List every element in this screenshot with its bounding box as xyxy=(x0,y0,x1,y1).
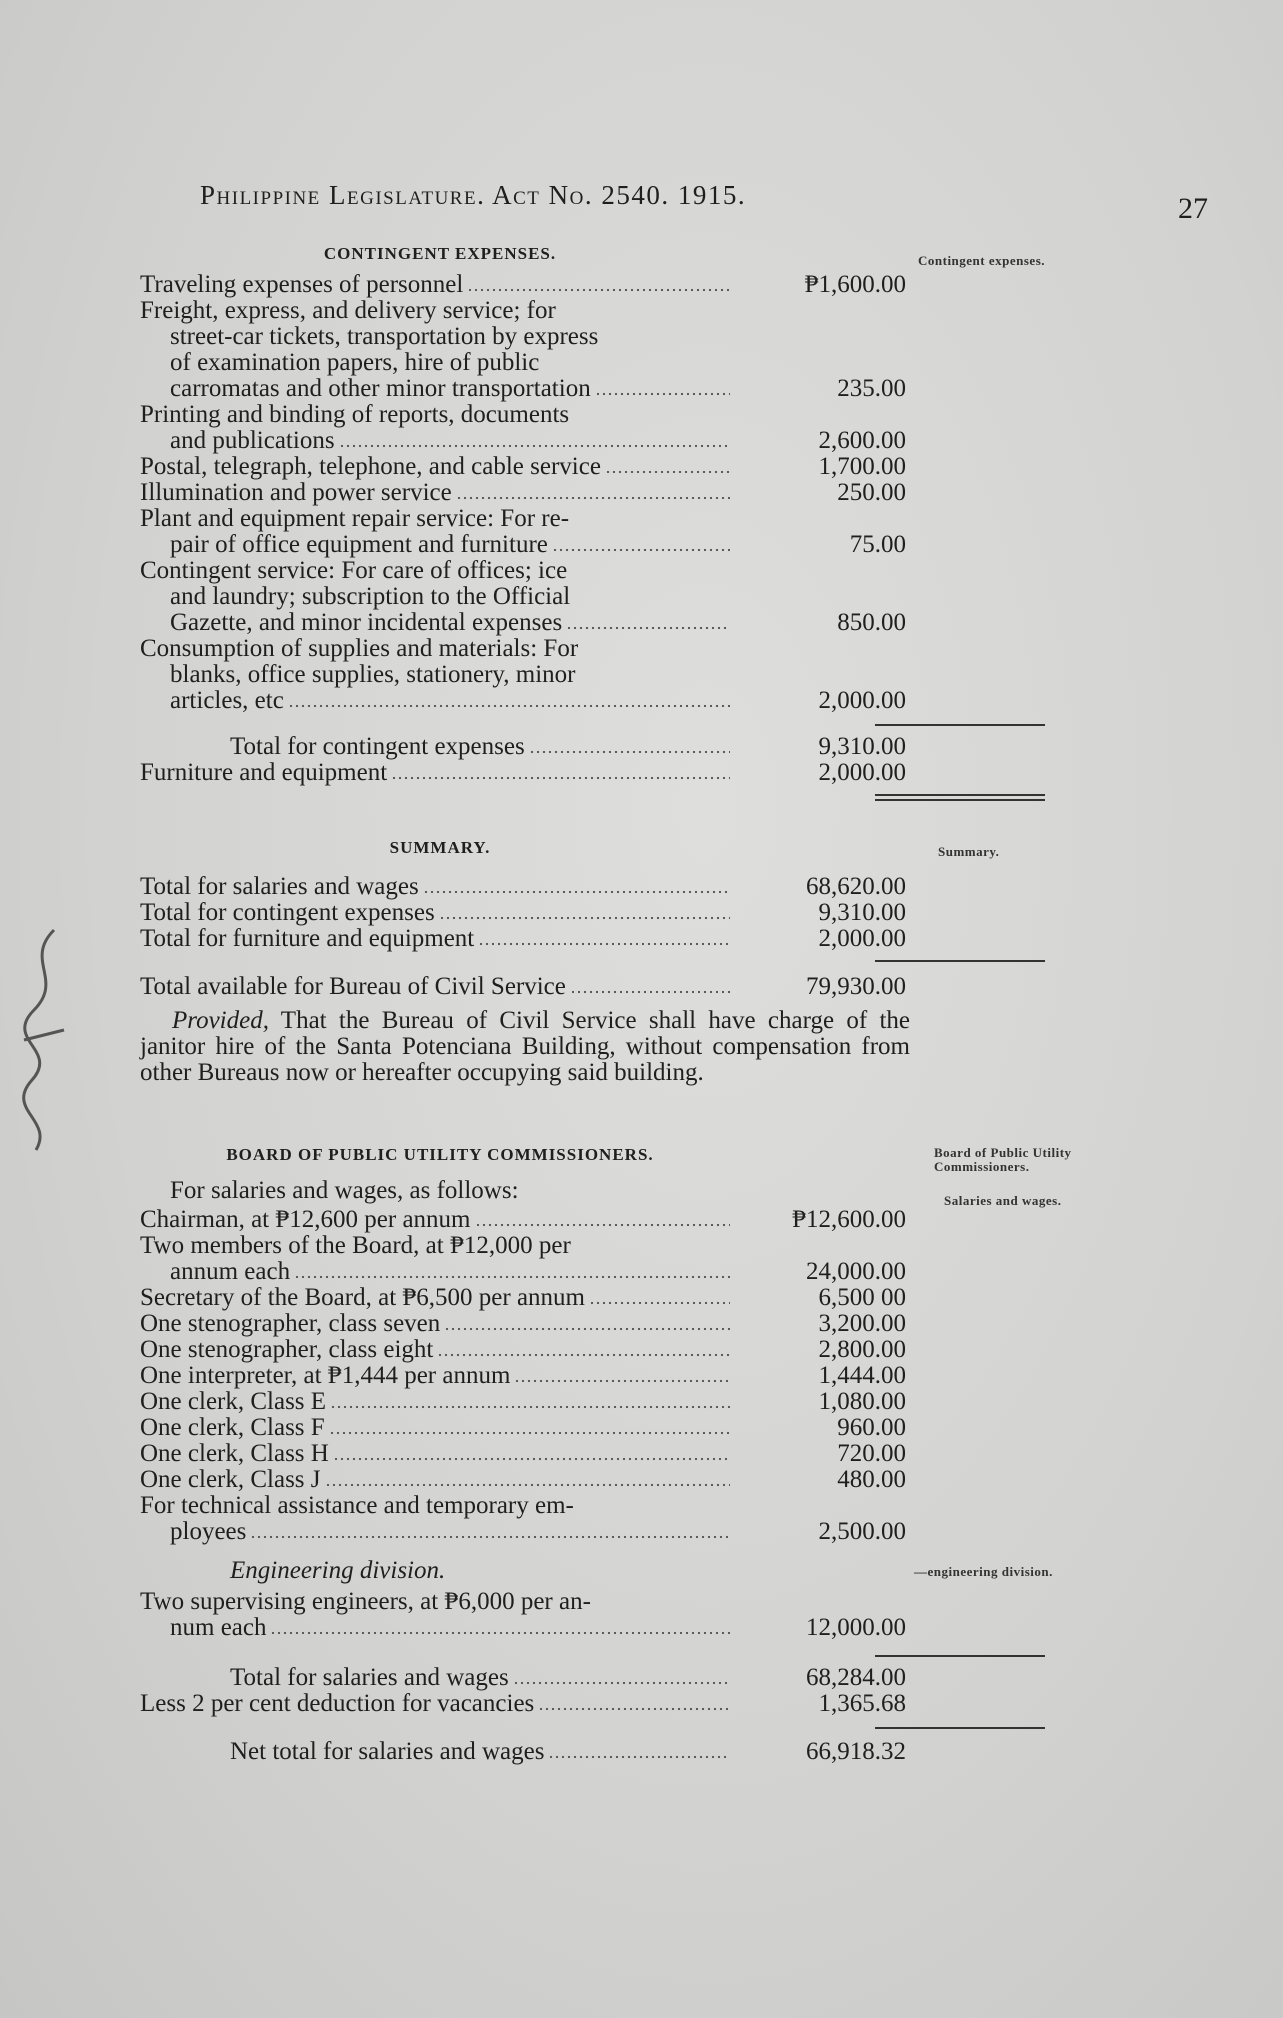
rule xyxy=(875,1655,1045,1657)
contingent-item-row xyxy=(140,558,910,636)
contingent-item-row xyxy=(140,454,910,480)
board-items xyxy=(140,1207,910,1545)
less-label: Less 2 per cent deduction for vacancies xyxy=(140,1690,535,1717)
contingent-total-label: Total for contingent expenses xyxy=(230,733,525,760)
page-number: 27 xyxy=(1178,192,1208,225)
board-item-amount: 1,444.00 xyxy=(818,1362,906,1389)
contingent-item-text: street-car tickets, transportation by express xyxy=(170,323,599,350)
board-total-label: Total for salaries and wages xyxy=(230,1664,509,1691)
contingent-item-amount: 75.00 xyxy=(849,531,906,558)
engineering-items xyxy=(140,1589,910,1641)
board-item-text: Two members of the Board, at ₱12,000 per xyxy=(140,1232,571,1259)
board-total-amount: 68,284.00 xyxy=(806,1664,906,1691)
board-item-amount: 24,000.00 xyxy=(806,1258,906,1285)
board-item-text: One stenographer, class eight xyxy=(140,1336,434,1363)
contingent-item-amount: 2,000.00 xyxy=(818,687,906,714)
summary-item-row xyxy=(140,874,910,900)
summary-item-amount: 68,620.00 xyxy=(806,873,906,900)
summary-item-row xyxy=(140,900,910,926)
board-item-text: For technical assistance and temporary em- xyxy=(140,1492,574,1519)
proviso-paragraph xyxy=(140,1008,910,1086)
handwritten-annotation-icon xyxy=(14,920,74,1160)
board-item-text: One stenographer, class seven xyxy=(140,1310,441,1337)
engineering-item-text: Two supervising engineers, at ₱6,000 per an- xyxy=(140,1588,591,1615)
contingent-total-amount: 9,310.00 xyxy=(818,733,906,760)
contingent-item-amount: 2,600.00 xyxy=(818,427,906,454)
furniture-amount: 2,000.00 xyxy=(818,759,906,786)
board-item-amount: 3,200.00 xyxy=(818,1310,906,1337)
contingent-item-row xyxy=(140,272,910,298)
board-item-row xyxy=(140,1415,910,1441)
contingent-item-row xyxy=(140,298,910,402)
contingent-item-text: Traveling expenses of personnel xyxy=(140,271,464,298)
contingent-item-text: Plant and equipment repair service: For re- xyxy=(140,505,570,532)
board-item-amount: 960.00 xyxy=(837,1414,906,1441)
contingent-items xyxy=(140,272,910,714)
contingent-item-row xyxy=(140,480,910,506)
contingent-item-text: of examination papers, hire of public xyxy=(170,349,540,376)
margin-note-board: Board of Public Utility Commissioners. xyxy=(934,1145,1072,1174)
summary-total-label: Total available for Bureau of Civil Service xyxy=(140,973,566,1000)
board-item-amount: 480.00 xyxy=(837,1466,906,1493)
rule xyxy=(875,1727,1045,1729)
board-item-amount: ₱12,600.00 xyxy=(792,1206,906,1233)
summary-item-label: Total for furniture and equipment xyxy=(140,925,475,952)
engineering-item-row xyxy=(140,1589,910,1641)
board-total-row xyxy=(140,1665,910,1691)
summary-item-amount: 9,310.00 xyxy=(818,899,906,926)
engineering-item-amount: 12,000.00 xyxy=(806,1614,906,1641)
board-item-amount: 6,500 00 xyxy=(818,1284,906,1311)
board-item-row xyxy=(140,1207,910,1233)
board-item-text: Secretary of the Board, at ₱6,500 per annum xyxy=(140,1284,586,1311)
contingent-item-text: Gazette, and minor incidental expenses xyxy=(170,609,563,636)
contingent-item-amount: 250.00 xyxy=(837,479,906,506)
board-item-row xyxy=(140,1493,910,1545)
summary-item-label: Total for salaries and wages xyxy=(140,873,419,900)
contingent-item-row xyxy=(140,402,910,454)
rule xyxy=(875,960,1045,962)
board-item-row xyxy=(140,1337,910,1363)
contingent-item-amount: ₱1,600.00 xyxy=(804,271,906,298)
summary-total-amount: 79,930.00 xyxy=(806,973,906,1000)
board-item-text: One clerk, Class F xyxy=(140,1414,325,1441)
rule xyxy=(875,724,1045,726)
margin-note-contingent: Contingent expenses. xyxy=(918,253,1046,268)
proviso-text: That the Bureau of Civil Service shall have charge of the janitor hire of the Santa Potenciana Building, without compensation from other Bureaus now or hereafter occupying said building. xyxy=(140,1007,910,1086)
summary-item-amount: 2,000.00 xyxy=(818,925,906,952)
running-header: Philippine Legislature. Act No. 2540. 1915. xyxy=(200,180,747,210)
contingent-item-amount: 235.00 xyxy=(837,375,906,402)
engineering-item-text: num each xyxy=(170,1614,267,1641)
margin-note-summary: Summary. xyxy=(938,844,1000,859)
summary-total-row xyxy=(140,974,910,1000)
board-item-text: One clerk, Class J xyxy=(140,1466,321,1493)
contingent-item-text: articles, etc xyxy=(170,687,284,714)
summary-title: SUMMARY. xyxy=(389,838,491,857)
board-title: BOARD OF PUBLIC UTILITY COMMISSIONERS. xyxy=(226,1145,654,1164)
summary-section xyxy=(140,838,910,1086)
board-item-text: annum each xyxy=(170,1258,291,1285)
contingent-item-text: and publications xyxy=(170,427,335,454)
furniture-label: Furniture and equipment xyxy=(140,759,388,786)
board-item-row xyxy=(140,1389,910,1415)
margin-note-salaries: Salaries and wages. xyxy=(944,1193,1062,1208)
board-intro: For salaries and wages, as follows: xyxy=(170,1177,519,1204)
summary-items xyxy=(140,874,910,952)
contingent-item-text: carromatas and other minor transportation xyxy=(170,375,591,402)
board-item-row xyxy=(140,1285,910,1311)
board-item-row xyxy=(140,1363,910,1389)
margin-note-engineering: —engineering division. xyxy=(914,1564,1053,1579)
contingent-item-text: Printing and binding of reports, documents xyxy=(140,401,570,428)
contingent-item-text: Freight, express, and delivery service; for xyxy=(140,297,556,324)
board-item-row xyxy=(140,1441,910,1467)
board-section xyxy=(140,1145,910,1765)
less-amount: 1,365.68 xyxy=(818,1690,906,1717)
contingent-item-text: and laundry; subscription to the Official xyxy=(170,583,571,610)
board-item-text: One clerk, Class E xyxy=(140,1388,327,1415)
contingent-item-text: Consumption of supplies and materials: For xyxy=(140,635,579,662)
board-item-row xyxy=(140,1311,910,1337)
contingent-item-text: Postal, telegraph, telephone, and cable service xyxy=(140,453,601,480)
less-row xyxy=(140,1691,910,1717)
contingent-item-text: blanks, office supplies, stationery, minor xyxy=(170,661,576,688)
contingent-item-text: pair of office equipment and furniture xyxy=(170,531,548,558)
board-item-text: One clerk, Class H xyxy=(140,1440,329,1467)
board-item-amount: 2,500.00 xyxy=(818,1518,906,1545)
net-total-row xyxy=(140,1739,910,1765)
contingent-item-text: Illumination and power service xyxy=(140,479,452,506)
board-item-row xyxy=(140,1467,910,1493)
net-total-amount: 66,918.32 xyxy=(806,1738,906,1765)
board-item-text: Chairman, at ₱12,600 per annum xyxy=(140,1206,471,1233)
furniture-row xyxy=(140,760,910,786)
summary-item-row xyxy=(140,926,910,952)
proviso-em: Provided, xyxy=(172,1007,269,1034)
contingent-total-row xyxy=(140,734,910,760)
net-total-label: Net total for salaries and wages xyxy=(230,1738,545,1765)
contingent-item-amount: 1,700.00 xyxy=(818,453,906,480)
double-rule xyxy=(875,794,1045,801)
contingent-item-row xyxy=(140,506,910,558)
board-item-amount: 2,800.00 xyxy=(818,1336,906,1363)
board-item-amount: 720.00 xyxy=(837,1440,906,1467)
contingent-section xyxy=(140,244,910,801)
summary-item-label: Total for contingent expenses xyxy=(140,899,435,926)
contingent-item-text: Contingent service: For care of offices; ice xyxy=(140,557,568,584)
board-item-row xyxy=(140,1233,910,1285)
board-item-amount: 1,080.00 xyxy=(818,1388,906,1415)
contingent-title: CONTINGENT EXPENSES. xyxy=(323,244,557,263)
board-item-text: One interpreter, at ₱1,444 per annum xyxy=(140,1362,511,1389)
contingent-item-row xyxy=(140,636,910,714)
engineering-title: Engineering division. xyxy=(230,1557,446,1584)
contingent-item-amount: 850.00 xyxy=(837,609,906,636)
board-item-text: ployees xyxy=(170,1518,247,1545)
